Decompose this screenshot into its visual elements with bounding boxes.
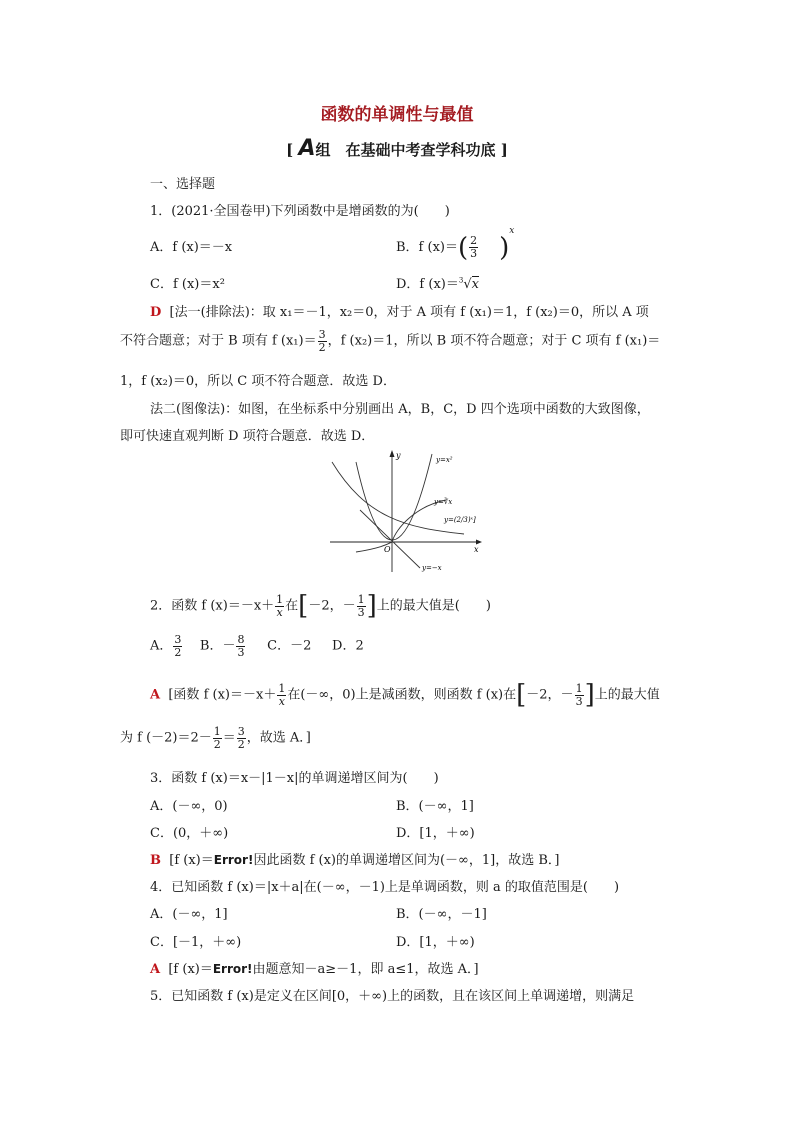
- q4-option-b: B．(－∞，－1]: [396, 907, 487, 922]
- fraction: $\frac{3}{2}$: [237, 725, 245, 751]
- q2-options: [150, 634, 364, 658]
- q1-option-d: [396, 273, 479, 292]
- q2-option-a: A．: [150, 638, 173, 654]
- q1-option-b-text: B．f (x)＝: [396, 240, 458, 255]
- label-neg-x: y=−x: [422, 564, 442, 572]
- q4-option-d: D．[1，＋∞): [396, 935, 475, 950]
- paren: (: [457, 232, 469, 263]
- q3-solution: B [f (x)＝Error!因此函数 f (x)的单调递增区间为(－∞，1]，故选 B．]: [150, 853, 560, 868]
- group-heading: [0, 136, 794, 161]
- q3-answer-letter: B: [150, 853, 161, 868]
- q3-option-c: C．(0，＋∞): [150, 826, 229, 841]
- fraction: $\frac{3}{2}$: [174, 633, 182, 659]
- function-graph: [326, 448, 496, 574]
- group-letter: A: [298, 136, 316, 161]
- line-neg-x: [360, 510, 420, 568]
- q1-option-d-text: D．f (x)＝: [396, 277, 459, 292]
- q1-stem: 1．(2021·全国卷甲)下列函数中是增函数的为( ): [150, 204, 450, 219]
- q2-option-b: B．－: [199, 638, 236, 654]
- fraction: $\frac{1}{2}$: [213, 725, 221, 751]
- radicand: x: [471, 277, 479, 292]
- label-x-squared: y=x²: [436, 456, 453, 464]
- group-text: 组 在基础中考查学科功底: [315, 141, 496, 159]
- q2-stem: 2．函数 f (x)＝－x＋ $\frac{1}{x}$ 在[－2，－ $\frac{1}{3}$ ]上的最大值是( ): [150, 591, 491, 621]
- root-index: 3: [458, 276, 464, 285]
- fraction: $\frac{1}{x}$: [276, 592, 284, 619]
- q4-answer-letter: A: [150, 962, 161, 977]
- q1-solution-line1: [150, 301, 649, 320]
- fraction: $\frac{3}{2}$: [318, 328, 326, 354]
- q1-solution-line2: 不符合题意；对于 B 项有 f (x₁)＝ $\frac{3}{2}$ ，f (x₂)＝1，所以 B 项不符合题意；对于 C 项有 f (x₁)＝: [120, 328, 661, 354]
- error-text: Error!: [212, 962, 253, 976]
- q1-solution-line3: 1，f (x₂)＝0，所以 C 项不符合题意．故选 D．: [120, 374, 396, 389]
- fraction: $\frac{1}{3}$: [575, 681, 583, 708]
- origin-label: O: [384, 545, 391, 554]
- bracket: [: [516, 680, 527, 710]
- bracket: ]: [366, 591, 377, 621]
- bracket: [: [298, 591, 309, 621]
- error-text: Error!: [213, 853, 254, 867]
- right-bracket: ]: [500, 141, 508, 159]
- q4-option-a: A．(－∞，1]: [150, 907, 228, 922]
- q3-option-a: A．(－∞，0): [150, 799, 228, 814]
- radical-sign: √: [463, 277, 472, 292]
- q5-stem: 5．已知函数 f (x)是定义在区间[0，＋∞)上的函数，且在该区间上单调递增，则满足: [150, 989, 635, 1004]
- q2-solution-line2: 为 f (－2)＝2－ $\frac{1}{2}$ ＝ $\frac{3}{2}$ ，故选 A．]: [120, 725, 311, 751]
- q1-option-a: A．f (x)＝－x: [150, 240, 233, 255]
- axis-label-y: y: [396, 451, 401, 460]
- q3-option-b: B．(－∞，1]: [396, 799, 474, 814]
- fraction: $\frac{1}{3}$: [357, 592, 365, 619]
- q2-answer-letter: A: [150, 687, 161, 703]
- q3-stem: 3．函数 f (x)＝x－|1－x|的单调递增区间为( ): [150, 771, 439, 786]
- q1-answer-letter: D: [150, 305, 162, 320]
- q1-solution-text1: [法一(排除法)：取 x₁＝－1，x₂＝0，对于 A 项有 f (x₁)＝1，f (x₂)＝0，所以 A 项: [169, 305, 649, 320]
- q1-solution-line5: 即可快速直观判断 D 项符合题意．故选 D．: [120, 429, 375, 444]
- q2-option-d: D．2: [332, 638, 364, 654]
- label-exponential: y=(2/3)ˣ]: [444, 516, 476, 524]
- fraction: $\frac{1}{x}$: [278, 681, 286, 708]
- q2-option-c: C．－2: [267, 638, 312, 654]
- fraction: $\frac{2}{3}$: [470, 234, 478, 260]
- page-title: 函数的单调性与最值: [320, 105, 474, 125]
- paren: ): [499, 232, 510, 263]
- axis-label-x: x: [474, 545, 479, 554]
- section-heading: 一、选择题: [150, 177, 216, 192]
- label-cube-root: y=∛x: [434, 498, 453, 506]
- q1-solution-line4: 法二(图像法)：如图，在坐标系中分别画出 A，B，C，D 四个选项中函数的大致图像，: [150, 402, 650, 417]
- q4-solution: A [f (x)＝Error!由题意知－a≥－1，即 a≤1，故选 A．]: [150, 962, 479, 977]
- q1-option-c: C．f (x)＝x²: [150, 277, 225, 292]
- q4-stem: 4．已知函数 f (x)＝|x＋a|在(－∞，－1)上是单调函数，则 a 的取值范围是( ): [150, 880, 620, 895]
- q4-option-c: C．[－1，＋∞): [150, 935, 242, 950]
- q1-option-b: [396, 226, 514, 261]
- curve-cube-root: [356, 500, 446, 552]
- bracket: ]: [584, 680, 595, 710]
- exponent: x: [509, 226, 515, 236]
- q3-option-d: D．[1，＋∞): [396, 826, 475, 841]
- left-bracket: [: [286, 141, 294, 159]
- q2-solution-line1: A [函数 f (x)＝－x＋ $\frac{1}{x}$ 在(－∞，0)上是减函数，则函数 f (x)在[－2，－ $\frac{1}{3}$ ]上的最大值: [150, 680, 660, 710]
- fraction: $\frac{8}{3}$: [237, 633, 245, 659]
